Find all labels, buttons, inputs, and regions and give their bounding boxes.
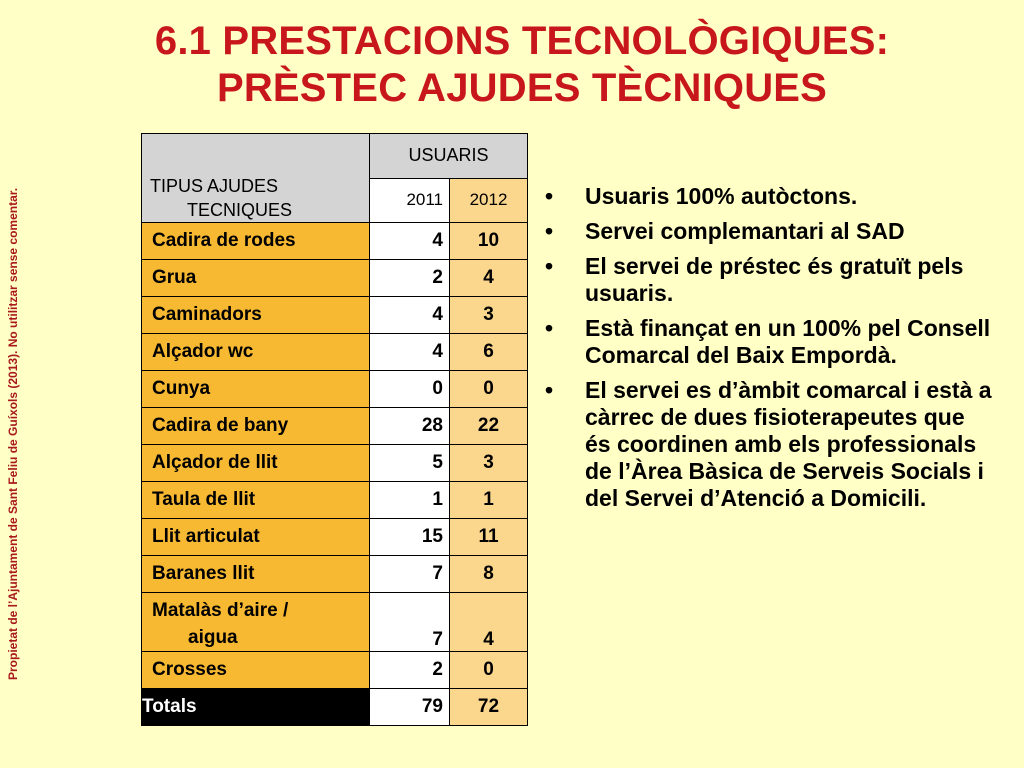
bullet-text: El servei de préstec és gratuït pels usuaris. — [585, 253, 964, 306]
bullet-dot-icon: • — [545, 253, 554, 279]
totals-2012: 72 — [450, 689, 528, 726]
row-name: Grua — [142, 260, 370, 297]
header-type-line1: TIPUS AJUDES — [150, 176, 279, 196]
table-row — [142, 334, 528, 371]
row-2012: 4 — [450, 593, 528, 652]
row-name-line1: Matalàs d’aire / — [152, 600, 289, 621]
row-name: Llit articulat — [142, 519, 370, 556]
row-2011: 7 — [370, 593, 450, 652]
row-name: Cunya — [142, 371, 370, 408]
table-row — [142, 445, 528, 482]
row-2011: 4 — [370, 334, 450, 371]
row-2011: 4 — [370, 297, 450, 334]
table-row — [142, 223, 528, 260]
bullet-list — [545, 183, 995, 520]
row-2012: 8 — [450, 556, 528, 593]
totals-label: Totals — [142, 689, 370, 726]
assistive-aids-table — [141, 133, 528, 726]
table-row — [142, 519, 528, 556]
row-2011: 2 — [370, 260, 450, 297]
title-line-2: PRÈSTEC AJUDES TÈCNIQUES — [216, 66, 828, 110]
totals-2011: 79 — [370, 689, 450, 726]
row-2011: 7 — [370, 556, 450, 593]
table-row — [142, 297, 528, 334]
row-2012: 4 — [450, 260, 528, 297]
totals-row — [142, 689, 528, 726]
row-2012: 0 — [450, 652, 528, 689]
row-name: Alçador de llit — [142, 445, 370, 482]
row-name: Alçador wc — [142, 334, 370, 371]
row-2011: 2 — [370, 652, 450, 689]
row-name-line2: aigua — [188, 627, 238, 648]
row-name: Crosses — [142, 652, 370, 689]
header-type-cell — [142, 134, 370, 223]
bullet-text: Està finançat en un 100% pel Consell Comarcal del Baix Empordà. — [585, 315, 991, 368]
row-2012: 3 — [450, 297, 528, 334]
slide-title — [20, 18, 1024, 112]
row-name: Cadira de bany — [142, 408, 370, 445]
header-usuaris: USUARIS — [370, 134, 528, 179]
table-row — [142, 652, 528, 689]
row-2012: 3 — [450, 445, 528, 482]
row-2012: 11 — [450, 519, 528, 556]
row-name: Baranes llit — [142, 556, 370, 593]
table-row — [142, 371, 528, 408]
row-2012: 1 — [450, 482, 528, 519]
bullet-text: Servei complemantari al SAD — [585, 218, 905, 244]
bullet-item — [545, 315, 995, 369]
row-2012: 0 — [450, 371, 528, 408]
bullet-text: El servei es d’àmbit comarcal i està a càrrec de dues fisioterapeutes que és coordinen amb els professionals de l’Àrea Bàsica de Serveis Socials i del Servei d’Atenció a Domicili. — [585, 377, 992, 511]
row-name — [142, 593, 370, 652]
row-name: Taula de llit — [142, 482, 370, 519]
bullet-dot-icon: • — [545, 218, 554, 244]
table-row — [142, 408, 528, 445]
bullet-dot-icon: • — [545, 183, 554, 209]
row-2012: 10 — [450, 223, 528, 260]
header-year-2011: 2011 — [370, 178, 450, 223]
row-name: Caminadors — [142, 297, 370, 334]
header-year-2012: 2012 — [450, 178, 528, 223]
bullet-item — [545, 218, 995, 245]
row-2012: 6 — [450, 334, 528, 371]
table-row — [142, 260, 528, 297]
bullet-dot-icon: • — [545, 377, 554, 403]
table-row — [142, 556, 528, 593]
header-type-line2: TECNIQUES — [187, 200, 293, 220]
row-2012: 22 — [450, 408, 528, 445]
row-2011: 15 — [370, 519, 450, 556]
bullet-dot-icon: • — [545, 315, 554, 341]
row-name: Cadira de rodes — [142, 223, 370, 260]
row-2011: 1 — [370, 482, 450, 519]
bullet-item — [545, 253, 995, 307]
row-2011: 5 — [370, 445, 450, 482]
table-row — [142, 593, 528, 652]
bullet-item — [545, 183, 995, 210]
bullet-text: Usuaris 100% autòctons. — [585, 183, 858, 209]
bullet-item — [545, 377, 995, 512]
row-2011: 28 — [370, 408, 450, 445]
copyright-note: Propietat de l’Ajuntament de Sant Feliu de Guíxols (2013). No utilitzar sense comentar. — [6, 187, 20, 680]
title-line-1: 6.1 PRESTACIONS TECNOLÒGIQUES: — [154, 19, 890, 63]
table-row — [142, 482, 528, 519]
row-2011: 4 — [370, 223, 450, 260]
row-2011: 0 — [370, 371, 450, 408]
